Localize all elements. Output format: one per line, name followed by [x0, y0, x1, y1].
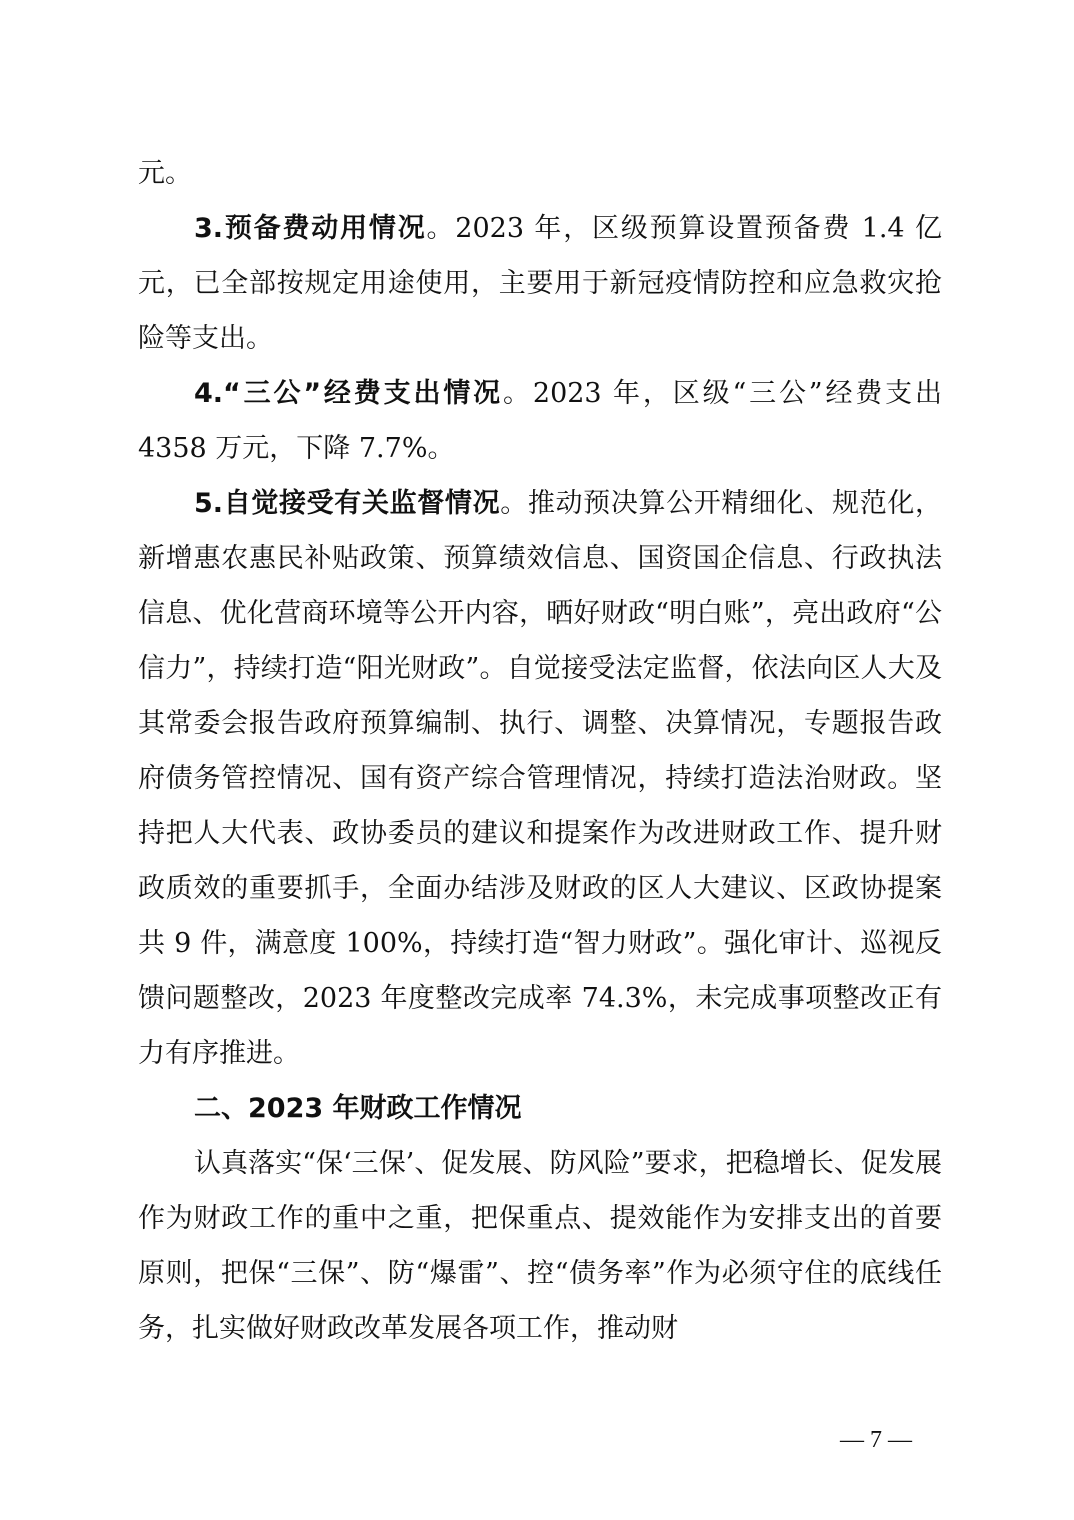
supervision-heading: 5.自觉接受有关监督情况	[194, 488, 501, 519]
page-number: — 7 —	[840, 1427, 912, 1453]
supervision-text: 。推动预决算公开精细化、规范化，新增惠农惠民补贴政策、预算绩效信息、国资国企信息、行政执法信息、优化营商环境等公开内容，晒好财政“明白账”，亮出政府“公信力”，持续打造“阳光财政”。自觉接受法定监督，依法向区人大及其常委会报告政府预算编制、执行、调整、决算情况，专题报告政府债务管控情况、国有资产综合管理情况，持续打造法治财政。坚持把人大代表、政协委员的建议和提案作为改进财政工作、提升财政质效的重要抓手，全面办结涉及财政的区人大建议、区政协提案共 9 件，满意度 100%，持续打造“智力财政”。强化审计、巡视反馈问题整改，2023 年度整改完成率 74.3%，未完成事项整改正有力有序推进。	[138, 488, 942, 1069]
paragraph-reserve-fund	[138, 201, 942, 366]
section-heading: 二、2023 年财政工作情况	[194, 1093, 522, 1124]
document-body	[138, 146, 942, 1356]
paragraph-section-intro: 认真落实“保‘三保’、促发展、防风险”要求，把稳增长、促发展作为财政工作的重中之重，把保重点、提效能作为安排支出的首要原则，把保“三保”、防“爆雷”、控“债务率”作为必须守住的底线任务，扎实做好财政改革发展各项工作，推动财	[138, 1148, 942, 1344]
continuation-text: 元。	[138, 158, 192, 189]
paragraph-supervision	[138, 476, 942, 1081]
three-public-text: 。2023 年，区级“三公”经费支出 4358 万元，下降 7.7%。	[138, 378, 942, 464]
paragraph-three-public	[138, 366, 942, 476]
reserve-fund-text: 。2023 年，区级预算设置预备费 1.4 亿元，已全部按规定用途使用，主要用于新冠疫情防控和应急救灾抢险等支出。	[138, 213, 942, 354]
reserve-fund-heading: 3.预备费动用情况	[194, 213, 427, 244]
paragraph-continuation	[138, 146, 942, 201]
three-public-heading: 4.“三公”经费支出情况	[194, 378, 504, 409]
